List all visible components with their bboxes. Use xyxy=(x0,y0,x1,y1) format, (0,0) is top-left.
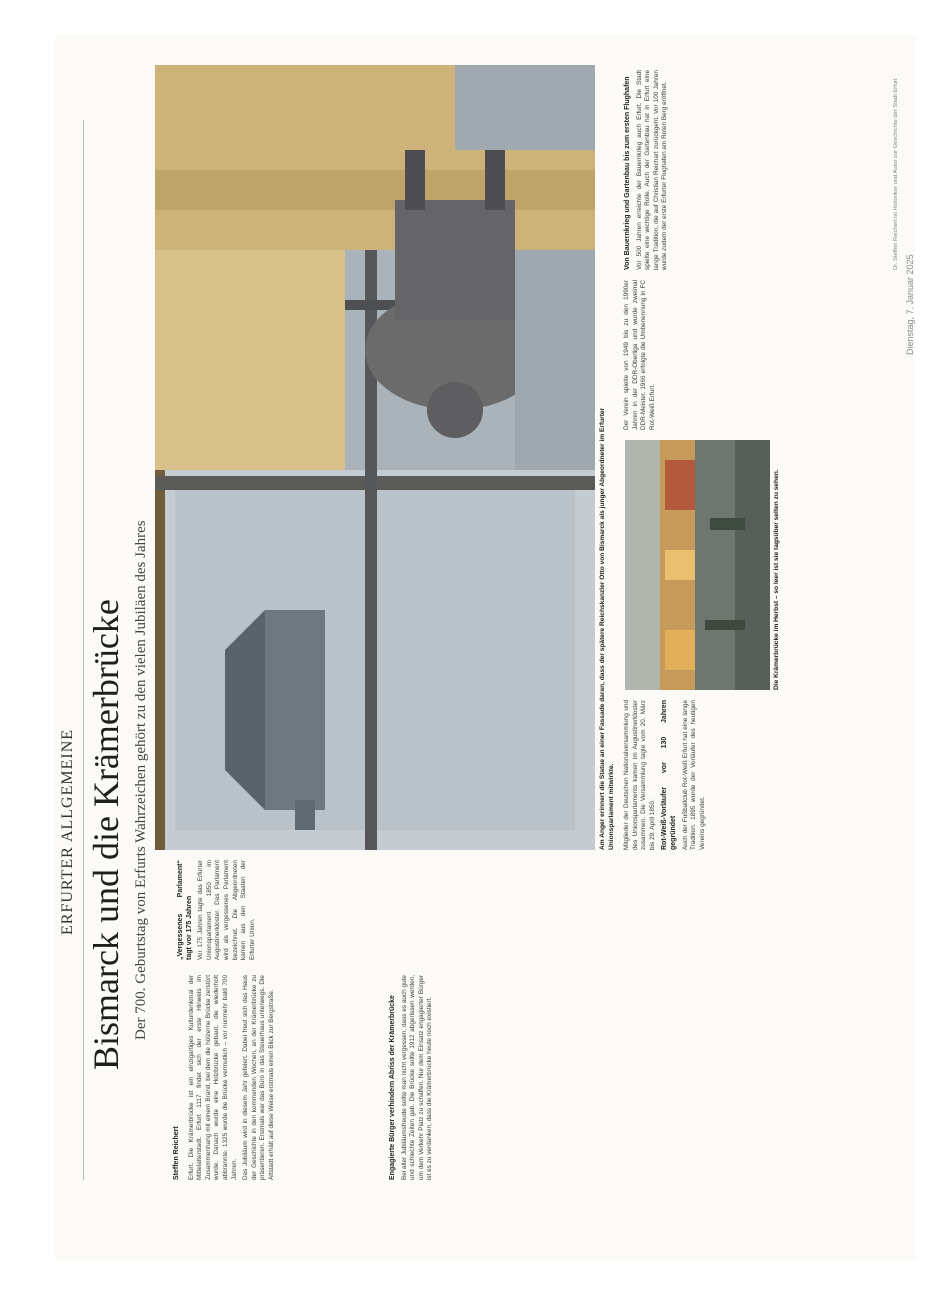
article-column-3 xyxy=(173,860,260,960)
article-column-1 xyxy=(173,975,893,1180)
subheadline: Der 700. Geburtstag von Erfurts Wahrzeichen gehört zu den vielen Jubiläen des Jahres xyxy=(133,520,149,1040)
section2-title: „Vergessenes Parlament“ tagt vor 175 Jahren xyxy=(177,860,193,960)
section2-text: Vor 175 Jahren tagte das Erfurter Unionsparlament 1850 im Augustinerkloster. Das Parlament wird als vergessenes Parlament bezeichnet. Die Abgeordneten kamen aus den Staaten der Erfurter Union. xyxy=(197,860,256,960)
intro-paragraph-1: Erfurt. Die Krämerbrücke ist ein einzigartiges Kulturdenkmal der Mittelalterstadt. Erfurt 1117 findet sich der erste Hinweis im Zusammenhang mit einem Brand, bei dem die hölzerne Brücke zerstört wurde. Danach wurde eine Holzbrücke gebaut, die wiederholt abbrannte. 1325 wurde die Brücke vermutlich – vor nunmehr bald 700 Jahren. xyxy=(187,975,238,1180)
section1-title: Engagierte Bürger verhindern Abriss der Krämerbrücke xyxy=(389,995,396,1180)
kraemerbruecke-photo xyxy=(625,440,770,690)
rotated-article xyxy=(55,35,915,1260)
article-column-lower-3 xyxy=(620,70,900,270)
small-photo-caption: Die Krämerbrücke im Herbst – so leer ist sie tagsüber selten zu sehen. xyxy=(773,469,780,690)
bismarck-statue-photo xyxy=(155,65,595,850)
col3-title: Rot-Weiß-Vorläufer vor 130 Jahren gegründet xyxy=(661,700,677,850)
col4-text: Der Verein spielte von 1949 bis zu den 1990er Jahren in der DDR-Oberliga und wurde zweimal DDR-Meister. 1966 erfolgte die Umbenennung in FC Rot-Weiß Erfurt. xyxy=(623,280,656,430)
article-column-lower-1 xyxy=(623,700,903,850)
masthead-rule xyxy=(83,120,84,1180)
author-name: Steffen Reichert xyxy=(173,1126,180,1180)
date-line: Dienstag, 7. Januar 2025 xyxy=(905,254,915,355)
bismarck-statue-illustration xyxy=(155,65,595,850)
headline: Bismarck und die Krämerbrücke xyxy=(86,599,126,1070)
col3-text2: Auch der Fußballclub Rot-Weiß Erfurt hat eine lange Tradition. 1895 wurde der Vorläufer des heutigen Vereins gegründet. xyxy=(681,700,706,850)
section1-text: Bei aller Jubiläumsfreude sollte man nicht vergessen, dass es auch gute und schlechte Zeiten gab. Die Brücke sollte 1912 abgerissen werden, um dem Verkehr Platz zu schaffen. Nur dem Einsatz engagierter Bürger ist es zu verdanken, dass die Krämerbrücke heute noch existiert. xyxy=(400,975,434,1180)
intro-paragraph-2: Das Jubiläum wird in diesem Jahr gefeiert. Dabei freut sich das Haus der Geschichte in den kommenden Wochen, an der Krämerbrücke zu präsentieren. Erstmals war das Büro in das Steuerhaus unterwegs. Die Altstadt erhält auf diese Weise erstmals einen Blick zur Bergstraße. xyxy=(242,975,275,1180)
col3-text: Mitglieder der Deutschen Nationalversammlung und des Unionsparlaments kamen im Augustinerkloster zusammen. Die Versammlung tagte vom 20. März bis 29. April 1850. xyxy=(623,700,656,850)
author-footnote: Dr. Steffen Reichert ist Historiker und Autor zur Geschichte der Stadt Erfurt xyxy=(893,78,899,270)
article-column-lower-2 xyxy=(623,280,903,430)
article-column-2 xyxy=(385,975,438,1180)
scanned-newspaper-page xyxy=(55,35,915,1260)
masthead: ERFURTER ALLGEMEINE xyxy=(59,728,76,935)
main-photo-caption: Am Anger erinnert die Statue an einer Fassade daran, dass der spätere Reichskanzler Otto von Bismarck als junger Abgeordneter im Erfurter Unionsparlament mitwirkte. xyxy=(599,407,615,850)
kraemerbruecke-illustration xyxy=(625,440,770,690)
col5-title: Von Bauernkrieg und Gartenbau bis zum ersten Flughafen xyxy=(624,76,631,270)
col5-text: Vor 500 Jahren erreichte der Bauernkrieg auch Erfurt. Die Stadt spielte eine wichtige Rolle. Auch der Gartenbau hat in Erfurt eine lange Tradition, die auf Christian Reichart zurückgeht. Vor 100 Jahren wurde zudem der erste Erfurter Flughafen am Roten Berg eröffnet. xyxy=(635,70,669,270)
